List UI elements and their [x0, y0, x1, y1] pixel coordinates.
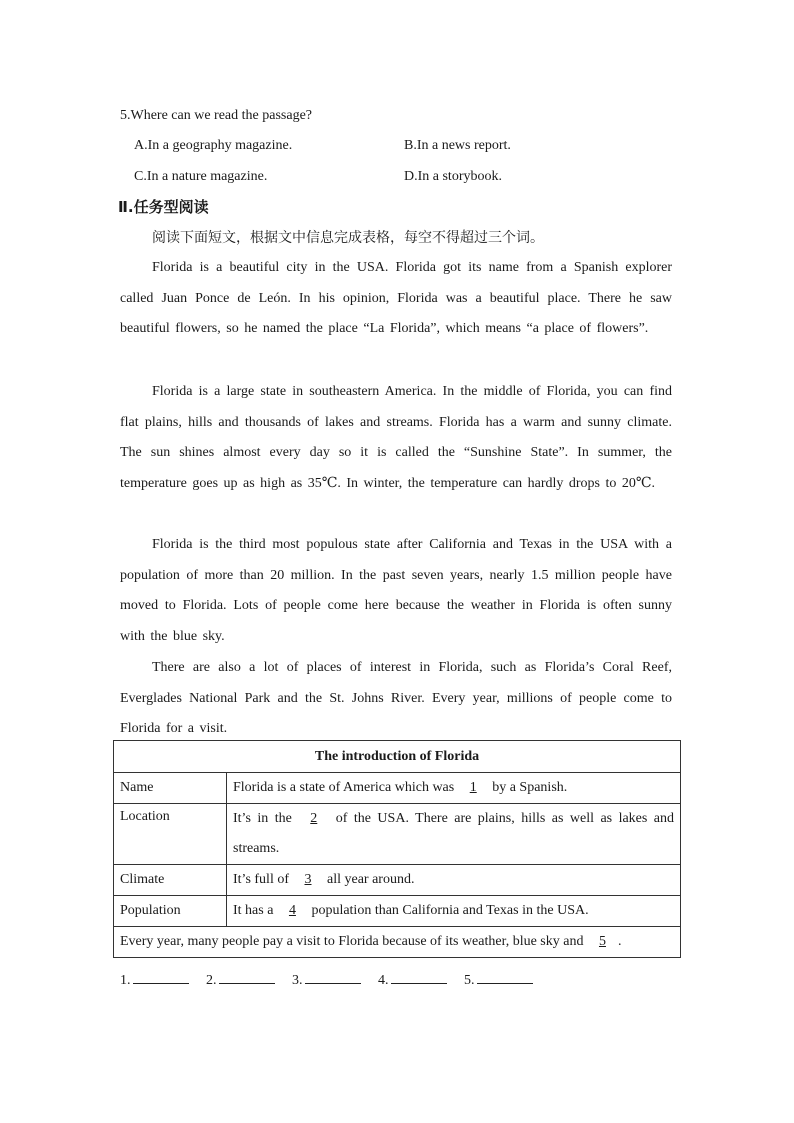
- answer-1[interactable]: [120, 969, 189, 991]
- answer-line: [477, 969, 533, 984]
- row-text-after: of the USA. There are plains, hills as well as lakes and streams.: [233, 811, 675, 856]
- blank-4: 4: [288, 903, 296, 918]
- option-c: C.In a nature magazine.: [134, 169, 268, 184]
- option-d: D.In a storybook.: [404, 169, 502, 184]
- row-label-climate: Climate: [114, 865, 227, 896]
- bottom-text-after: .: [617, 934, 622, 949]
- answer-number: 5.: [464, 973, 475, 988]
- table-row: [114, 927, 681, 958]
- option-b: B.In a news report.: [404, 138, 511, 153]
- row-text-before: It has a: [233, 903, 274, 918]
- introduction-table: [113, 740, 681, 958]
- answer-4[interactable]: [378, 969, 447, 991]
- passage-paragraph-3: Florida is the third most populous state after California and Texas in the USA with a population of more than 20 million. In the past seven years, nearly 1.5 million people have moved to Florida. Lots of people come here because the weather in Florida is often sunny with the blue sky.: [120, 537, 672, 645]
- passage-paragraph-4: There are also a lot of places of interest in Florida, such as Florida’s Coral Reef, Everglades National Park and the St. Johns River. Every year, millions of people come to Florida for a visit.: [120, 660, 672, 737]
- passage-paragraph-2: Florida is a large state in southeastern America. In the middle of Florida, you can find flat plains, hills and thousands of lakes and streams. Florida has a warm and sunny climate. The sun shines almost every day so it is called the “Sunshine State”. In summer, the temperature goes up as high as 35℃. In winter, the temperature can hardly drops to 20℃.: [120, 384, 672, 492]
- row-text-before: Florida is a state of America which was: [233, 780, 455, 795]
- answer-number: 4.: [378, 973, 389, 988]
- table-row: [114, 865, 681, 896]
- answer-blanks: [120, 969, 547, 991]
- blank-1: 1: [469, 780, 477, 795]
- row-text-after: all year around.: [327, 872, 415, 887]
- table-row: [114, 773, 681, 804]
- section-title: Ⅱ.任务型阅读: [118, 198, 209, 216]
- answer-line: [391, 969, 447, 984]
- row-content-climate: [227, 865, 681, 896]
- table-bottom-row: [114, 927, 681, 958]
- answer-number: 3.: [292, 973, 303, 988]
- row-content-name: [227, 773, 681, 804]
- answer-line: [219, 969, 275, 984]
- section-instruction: 阅读下面短文，根据文中信息完成表格，每空不得超过三个词。: [152, 230, 544, 246]
- table-title: The introduction of Florida: [114, 741, 681, 773]
- row-content-population: [227, 896, 681, 927]
- answer-number: 2.: [206, 973, 217, 988]
- row-text-after: by a Spanish.: [492, 780, 568, 795]
- blank-3: 3: [304, 872, 312, 887]
- answer-line: [133, 969, 189, 984]
- table-row: [114, 804, 681, 865]
- table-row: [114, 896, 681, 927]
- question-5-stem: 5.Where can we read the passage?: [120, 108, 313, 123]
- blank-5: 5: [598, 934, 606, 949]
- row-text-before: It’s full of: [233, 872, 289, 887]
- answer-2[interactable]: [206, 969, 275, 991]
- row-text-before: It’s in the: [233, 811, 292, 826]
- answer-number: 1.: [120, 973, 131, 988]
- answer-line: [305, 969, 361, 984]
- blank-2: 2: [310, 811, 318, 826]
- bottom-text-before: Every year, many people pay a visit to Florida because of its weather, blue sky and: [120, 934, 584, 949]
- row-content-location: [227, 804, 681, 865]
- row-label-population: Population: [114, 896, 227, 927]
- answer-3[interactable]: [292, 969, 361, 991]
- row-label-location: Location: [114, 804, 227, 865]
- passage-paragraph-1: Florida is a beautiful city in the USA. Florida got its name from a Spanish explorer called Juan Ponce de León. In his opinion, Florida was a beautiful place. There he saw beautiful flowers, so he named the place “La Florida”, which means “a place of flowers”.: [120, 260, 672, 337]
- answer-5[interactable]: [464, 969, 533, 991]
- row-label-name: Name: [114, 773, 227, 804]
- option-a: A.In a geography magazine.: [134, 138, 293, 153]
- row-text-after: population than California and Texas in the USA.: [311, 903, 589, 918]
